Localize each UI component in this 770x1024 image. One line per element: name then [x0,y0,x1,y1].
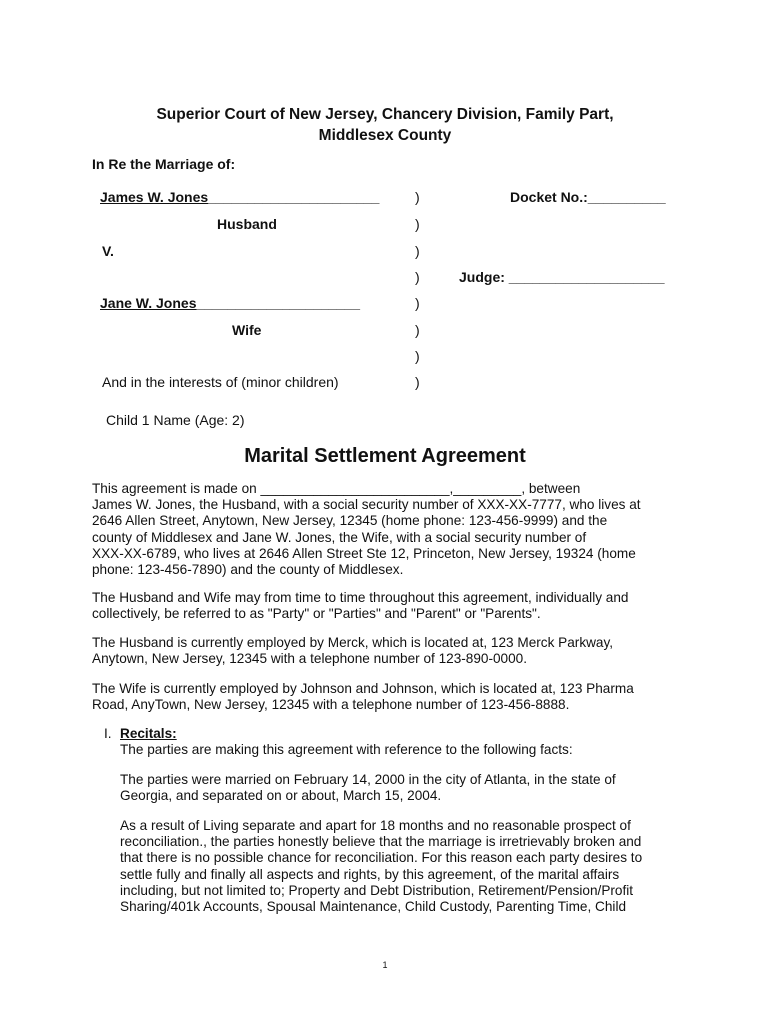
parties-line: collectively, be referred to as "Party" or "Parties" and "Parent" or "Parents". [92,606,541,622]
wife-name-line [100,295,360,311]
in-re-label: In Re the Marriage of: [92,156,236,172]
separation-paragraph [120,818,680,915]
children-line: And in the interests of (minor children) [102,374,339,390]
caption-paren: ) [415,243,420,259]
wife-name-blank: _____________________ [196,295,360,311]
intro-line: XXX-XX-6789, who lives at 2646 Allen Street Ste 12, Princeton, New Jersey, 19324 (home [92,545,636,561]
caption-paren: ) [415,295,420,311]
wife-employment-line: The Wife is currently employed by Johnson and Johnson, which is located at, 123 Pharma [92,681,634,696]
wife-name: Jane W. Jones [100,295,197,311]
parties-paragraph [92,590,692,622]
wife-employment-line: Road, AnyTown, New Jersey, 12345 with a telephone number of 123-456-8888. [92,697,570,713]
husband-name-line [100,189,379,205]
page-number: 1 [382,960,388,970]
separation-line: that there is no possible chance for reconciliation. For this reason each party desires to [120,850,643,866]
docket-field [510,189,666,205]
recitals-marker: I. [104,726,112,741]
parties-line: The Husband and Wife may from time to time throughout this agreement, individually and [92,590,629,605]
husband-name: James W. Jones [100,189,209,205]
docket-label: Docket No.: [510,189,588,205]
court-line-1: Superior Court of New Jersey, Chancery Division, Family Part, [156,106,614,123]
intro-line: This agreement is made on _________________________,_________, between [92,481,581,496]
judge-label: Judge: [459,269,505,285]
wife-employment-paragraph [92,681,692,713]
intro-line: phone: 123-456-7890) and the county of Middlesex. [92,562,404,578]
docket-blank: __________ [587,189,666,205]
caption-paren: ) [415,189,420,205]
caption-paren: ) [415,216,420,232]
marriage-paragraph [120,772,680,804]
separation-line: reconciliation., the parties honestly believe that the marriage is irretrievably broken and [120,834,642,850]
husband-name-blank: ______________________ [208,189,380,205]
court-line-2: Middlesex County [318,127,452,144]
separation-line: Sharing/401k Accounts, Spousal Maintenance, Child Custody, Parenting Time, Child [120,899,627,915]
judge-blank: ____________________ [508,269,665,285]
document-title: Marital Settlement Agreement [244,445,526,467]
husband-employment-line: Anytown, New Jersey, 12345 with a telephone number of 123-890-0000. [92,651,528,667]
intro-paragraph [92,481,692,578]
separation-line: including, but not limited to; Property and Debt Distribution, Retirement/Pension/Profit [120,882,634,898]
versus-label: V. [102,243,114,259]
caption-paren: ) [415,269,420,285]
recitals-lead: The parties are making this agreement with reference to the following facts: [120,742,573,758]
judge-field [459,269,665,285]
intro-line: James W. Jones, the Husband, with a social security number of XXX-XX-7777, who lives at [92,497,641,513]
separation-line: settle fully and finally all aspects and rights, by this agreement, of the marital affairs [120,866,620,882]
caption-paren: ) [415,374,420,390]
court-heading [0,104,770,146]
marriage-line: Georgia, and separated on or about, March 15, 2004. [120,788,442,804]
separation-line: As a result of Living separate and apart for 18 months and no reasonable prospect of [120,818,631,833]
caption-paren: ) [415,348,420,364]
recitals-heading: Recitals: [120,726,177,741]
husband-employment-paragraph [92,635,692,667]
wife-label: Wife [232,322,262,338]
husband-employment-line: The Husband is currently employed by Merck, which is located at, 123 Merck Parkway, [92,635,614,650]
intro-line: 2646 Allen Street, Anytown, New Jersey, 12345 (home phone: 123-456-9999) and the [92,513,608,529]
recitals-section [120,726,680,758]
husband-label: Husband [217,216,277,232]
child-1: Child 1 Name (Age: 2) [106,412,245,428]
marriage-line: The parties were married on February 14, 2000 in the city of Atlanta, in the state of [120,772,616,787]
intro-line: county of Middlesex and Jane W. Jones, the Wife, with a social security number of [92,529,587,545]
caption-paren: ) [415,322,420,338]
